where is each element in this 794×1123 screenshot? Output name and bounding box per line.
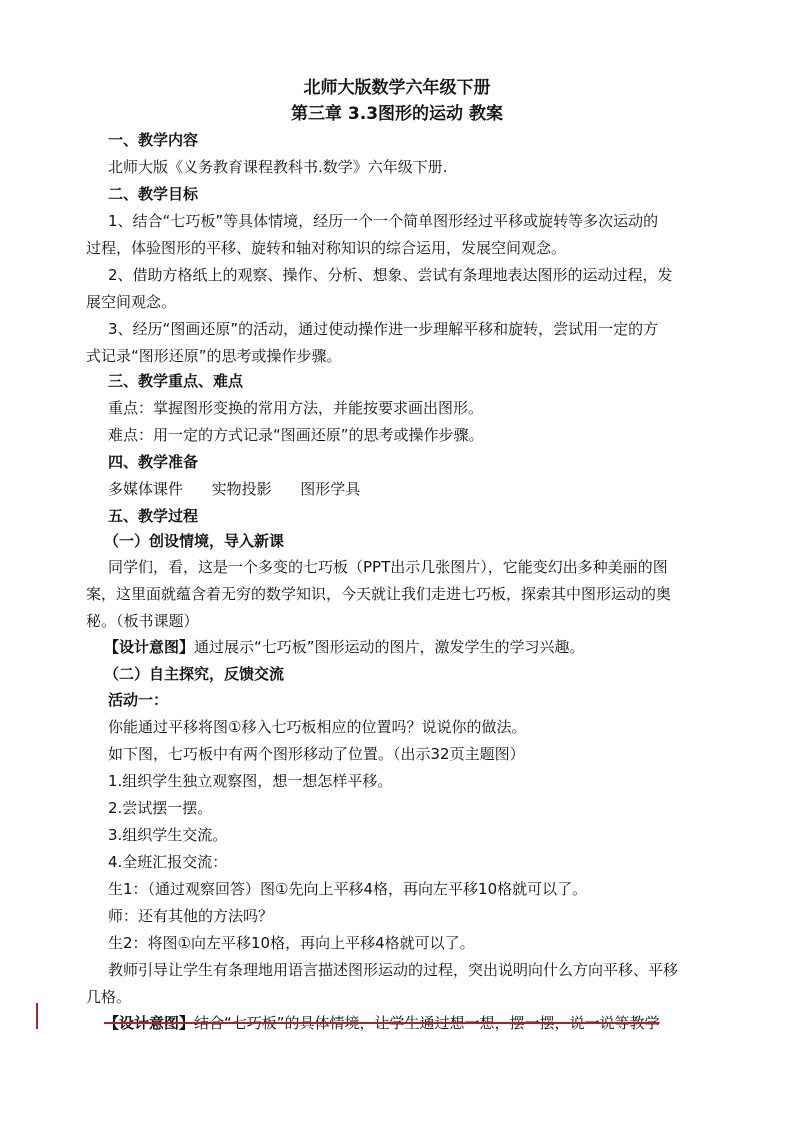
step-1: 1.组织学生独立观察图，想一想怎样平移。 — [108, 772, 393, 790]
goal-2-line-1: 2、借助方格纸上的观察、操作、分析、想象、尝试有条理地表达图形的运动过程，发 — [108, 266, 673, 284]
section-heading-content: 一、教学内容 — [108, 131, 199, 149]
goal-1-line-1: 1、结合“七巧板”等具体情境，经历一个一个简单图形经过平移或旋转等多次运动的 — [108, 212, 659, 230]
document-subtitle: 第三章 3.3图形的运动 教案 — [291, 104, 503, 124]
teacher-question: 师：还有其他的方法吗？ — [108, 907, 274, 925]
design-intent-2-label: 【设计意图】 — [104, 1014, 195, 1032]
step-4: 4.全班汇报交流： — [108, 853, 228, 871]
part-2-heading: （二）自主探究，反馈交流 — [104, 665, 285, 683]
student-2-answer: 生2：将图①向左平移10格，再向上平移4格就可以了。 — [108, 934, 475, 952]
figure-note: 如下图，七巧板中有两个图形移动了位置。（出示32页主题图） — [108, 745, 525, 763]
key-point-text: 重点：掌握图形变换的常用方法，并能按要求画出图形。 — [108, 399, 484, 417]
guide-line-2: 几格。 — [86, 988, 132, 1006]
design-intent-label: 【设计意图】 — [104, 638, 195, 656]
intro-line-3: 秘。（板书课题） — [86, 612, 199, 630]
design-intent-2 — [104, 1013, 660, 1033]
question-text: 你能通过平移将图①移入七巧板相应的位置吗？说说你的做法。 — [108, 718, 527, 736]
goal-3-line-1: 3、经历“图画还原”的活动，通过使动操作进一步理解平移和旋转，尝试用一定的方 — [108, 320, 659, 338]
materials-text: 多媒体课件 实物投影 图形学具 — [108, 480, 361, 498]
design-intent-2-text: 结合“七巧板”的具体情境，让学生通过想一想，摆一摆，说一说等教学 — [194, 1014, 660, 1032]
goal-1-line-2: 过程，体验图形的平移、旋转和轴对称知识的综合运用，发展空间观念。 — [86, 239, 567, 257]
goal-2-line-2: 展空间观念。 — [86, 293, 177, 311]
design-intent-text: 通过展示“七巧板”图形运动的图片，激发学生的学习兴趣。 — [194, 638, 585, 656]
intro-line-1: 同学们，看，这是一个多变的七巧板（PPT出示几张图片），它能变幻出多种美丽的图 — [108, 558, 668, 576]
section-heading-process: 五、教学过程 — [108, 507, 199, 525]
guide-line-1: 教师引导让学生有条理地用语言描述图形运动的过程，突出说明向什么方向平移、平移 — [108, 961, 679, 979]
step-3: 3.组织学生交流。 — [108, 826, 228, 844]
document-title: 北师大版数学六年级下册 — [303, 78, 491, 98]
revision-margin-bar — [36, 1003, 38, 1029]
section-heading-preparation: 四、教学准备 — [108, 453, 199, 471]
section-heading-key-points: 三、教学重点、难点 — [108, 372, 244, 390]
goal-3-line-2: 式记录“图形还原”的思考或操作步骤。 — [86, 347, 342, 365]
step-2: 2.尝试摆一摆。 — [108, 799, 213, 817]
student-1-answer: 生1：（通过观察回答）图①先向上平移4格，再向左平移10格就可以了。 — [108, 880, 588, 898]
activity-1-label: 活动一： — [108, 691, 169, 709]
section-heading-goals: 二、教学目标 — [108, 185, 199, 203]
design-intent-1 — [104, 637, 585, 657]
intro-line-2: 案，这里面就蕴含着无穷的数学知识，今天就让我们走进七巧板，探索其中图形运动的奥 — [86, 585, 672, 603]
part-1-heading: （一）创设情境，导入新课 — [104, 532, 285, 550]
difficulty-text: 难点：用一定的方式记录“图画还原”的思考或操作步骤。 — [108, 426, 484, 444]
content-text: 北师大版《义务教育课程教科书.数学》六年级下册. — [108, 158, 448, 176]
